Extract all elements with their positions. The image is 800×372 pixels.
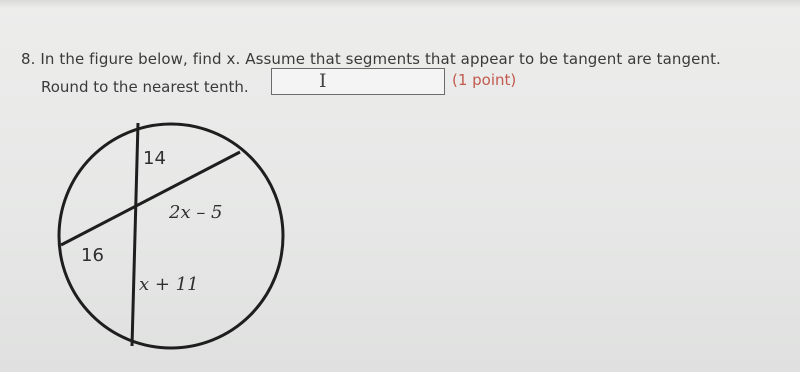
vertical-chord	[132, 123, 138, 346]
question-text: In the figure below, find x. Assume that segments that appear to be tangent are tangent.	[40, 50, 721, 68]
label-14: 14	[143, 148, 166, 169]
circle-figure	[55, 114, 287, 354]
label-16: 16	[81, 245, 104, 266]
answer-input[interactable]	[271, 68, 445, 95]
question-line-2: Round to the nearest tenth.	[41, 78, 249, 96]
points-label: (1 point)	[452, 71, 517, 89]
label-x-plus-11: x + 11	[139, 274, 199, 295]
question-number: 8.	[21, 50, 36, 68]
circle	[59, 124, 283, 348]
label-2x-minus-5: 2x – 5	[169, 202, 223, 223]
top-border	[0, 0, 800, 8]
circle-diagram	[55, 114, 287, 354]
text-cursor-icon: I	[319, 70, 327, 92]
question-line-1	[21, 50, 721, 68]
